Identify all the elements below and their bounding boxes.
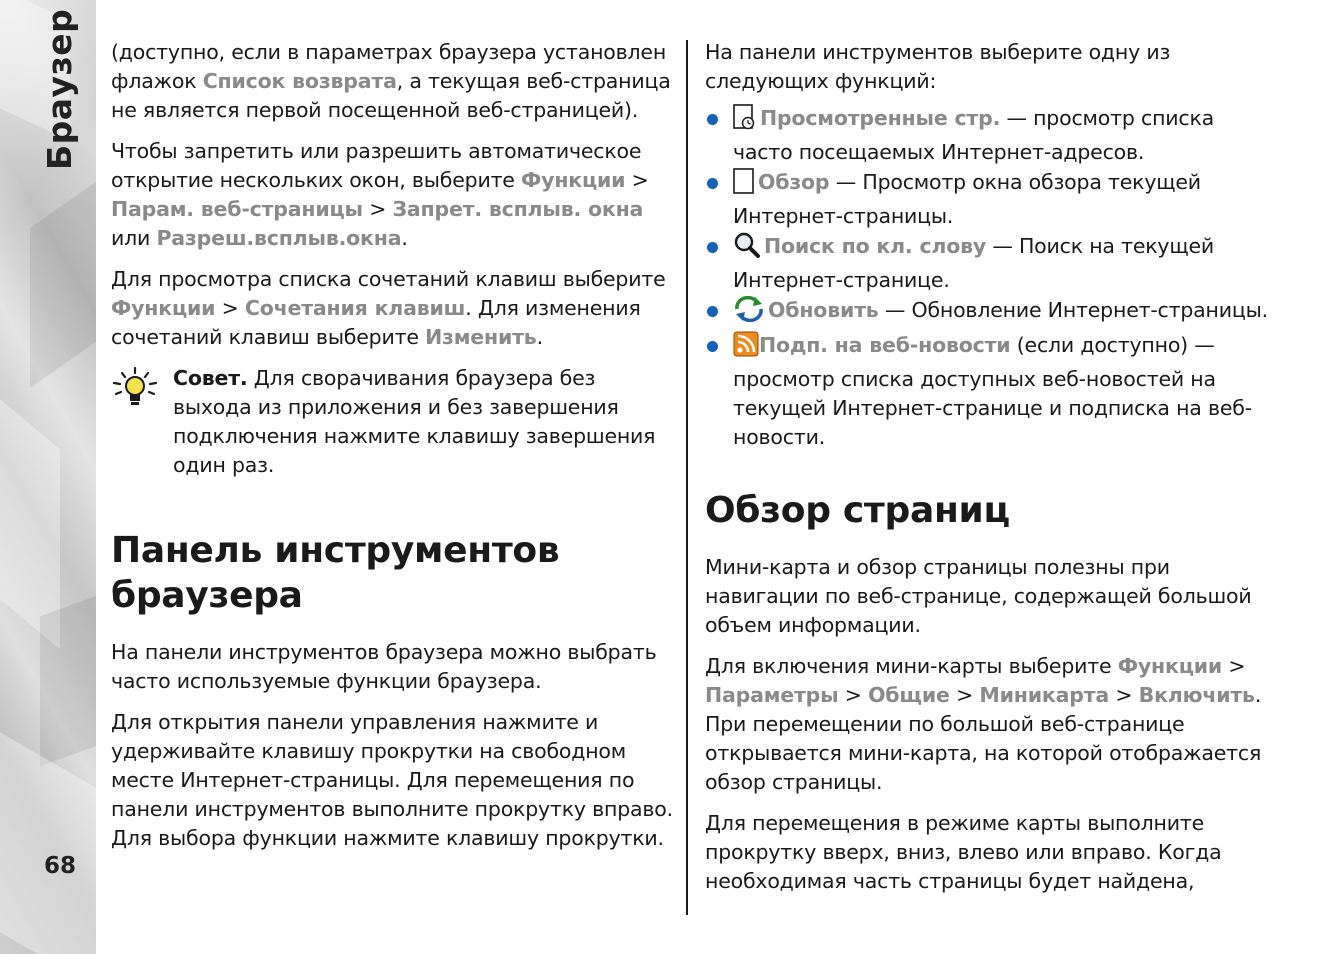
paragraph: На панели инструментов браузера можно выбрать часто используемые функции браузера.: [111, 640, 657, 693]
text: — Просмотр окна обзора текущей Интернет-страницы.: [733, 170, 1201, 228]
left-column: [111, 38, 677, 865]
text: Для просмотра списка сочетаний клавиш выберите: [111, 267, 666, 291]
menu-keyword: Параметры: [705, 683, 839, 707]
text: Для включения мини-карты выберите: [705, 654, 1118, 678]
paragraph: Мини-карта и обзор страницы полезны при навигации по веб-странице, содержащей большой объем информации.: [705, 555, 1252, 637]
section-heading: Обзор страниц: [705, 490, 1010, 531]
menu-keyword: Включить: [1138, 683, 1255, 707]
menu-keyword: Парам. веб-страницы: [111, 197, 363, 221]
separator: >: [1109, 683, 1139, 707]
section-heading: Панель инструментов браузера: [111, 530, 560, 616]
menu-keyword: Сочетания клавиш: [244, 296, 466, 320]
menu-keyword: Функции: [1117, 654, 1223, 678]
text: (доступно, если в параметрах браузера установлен флажок: [111, 40, 667, 93]
menu-keyword: Подп. на веб-новости: [759, 333, 1011, 357]
list-item: [705, 331, 1271, 452]
paragraph: [111, 38, 677, 125]
sidebar-facet: [0, 732, 96, 954]
separator: >: [625, 168, 649, 192]
text: . Для изменения сочетаний клавиш выберите: [111, 296, 641, 349]
paragraph: [705, 652, 1271, 797]
list-item: [705, 232, 1271, 295]
bullet: [707, 178, 718, 189]
magnifier-icon: [733, 232, 761, 266]
text: (если доступно) — просмотр списка доступных веб-новостей на текущей Интернет-странице и подписка на веб-новости.: [733, 333, 1252, 449]
text: , а текущая веб-страница не является первой посещенной веб-страницей).: [111, 69, 671, 122]
text: Чтобы запретить или разрешить автоматическое открытие нескольких окон, выберите: [111, 139, 642, 192]
menu-keyword: Запрет. всплыв. окна: [392, 197, 644, 221]
history-page-icon: [733, 104, 757, 138]
paragraph: Для перемещения в режиме карты выполните прокрутку вверх, вниз, влево или вправо. Когда необходимая часть страницы будет найдена,: [705, 811, 1222, 893]
rss-feed-icon: [733, 331, 759, 365]
list-item: [705, 296, 1271, 330]
text: — Обновление Интернет-страницы.: [878, 298, 1268, 322]
text: или: [111, 226, 157, 250]
separator: >: [838, 683, 869, 707]
menu-keyword: Общие: [868, 683, 950, 707]
section-title-vertical: Браузер: [40, 8, 79, 170]
text: .: [536, 325, 543, 349]
menu-keyword: Список возврата: [202, 69, 397, 93]
reload-icon: [733, 296, 765, 330]
lightbulb-icon: [111, 364, 173, 492]
menu-keyword: Функции: [521, 168, 626, 192]
tip-block: [111, 364, 677, 492]
paragraph: [111, 265, 677, 352]
paragraph: На панели инструментов выберите одну из следующих функций:: [705, 40, 1171, 93]
bullet: [707, 114, 718, 125]
list-item: [705, 168, 1271, 231]
bullet: [707, 306, 718, 317]
menu-keyword: Изменить: [425, 325, 537, 349]
paragraph: [111, 137, 677, 253]
separator: >: [949, 683, 980, 707]
paragraph: Для открытия панели управления нажмите и удерживайте клавишу прокрутки на свободном месте Интернет-страницы. Для перемещения по панели инструментов выполните прокрутку вправо. Для выбора функции нажмите клавишу прокрутки.: [111, 710, 673, 850]
text: .: [401, 226, 408, 250]
list-item: [705, 104, 1271, 167]
menu-keyword: Разреш.всплыв.окна: [156, 226, 402, 250]
menu-keyword: Просмотренные стр.: [760, 106, 1001, 130]
menu-keyword: Обновить: [768, 298, 879, 322]
tip-label: Совет.: [173, 366, 248, 390]
menu-keyword: Обзор: [758, 170, 830, 194]
text: Для сворачивания браузера без выхода из приложения и без завершения подключения нажмите клавишу завершения один раз.: [173, 366, 656, 477]
menu-keyword: Поиск по кл. слову: [764, 234, 987, 258]
right-column: [705, 38, 1271, 908]
sidebar-facet: [30, 172, 96, 388]
separator: >: [362, 197, 393, 221]
page-number: 68: [44, 853, 77, 879]
text: . При перемещении по большой веб-странице открывается мини-карта, на которой отображается обзор страницы.: [705, 683, 1262, 794]
sidebar-band: [0, 0, 96, 954]
text: — просмотр списка часто посещаемых Интернет-адресов.: [733, 106, 1215, 164]
bullet: [707, 341, 718, 352]
separator: >: [215, 296, 245, 320]
menu-keyword: Функции: [111, 296, 216, 320]
separator: >: [1222, 654, 1246, 678]
sidebar-facet: [0, 391, 60, 650]
overview-page-icon: [733, 168, 755, 202]
toolbar-function-list: [705, 104, 1271, 452]
menu-keyword: Миникарта: [979, 683, 1110, 707]
tip-text: [173, 364, 677, 480]
column-divider: [686, 40, 688, 915]
bullet: [707, 242, 718, 253]
text: — Поиск на текущей Интернет-странице.: [733, 234, 1215, 292]
